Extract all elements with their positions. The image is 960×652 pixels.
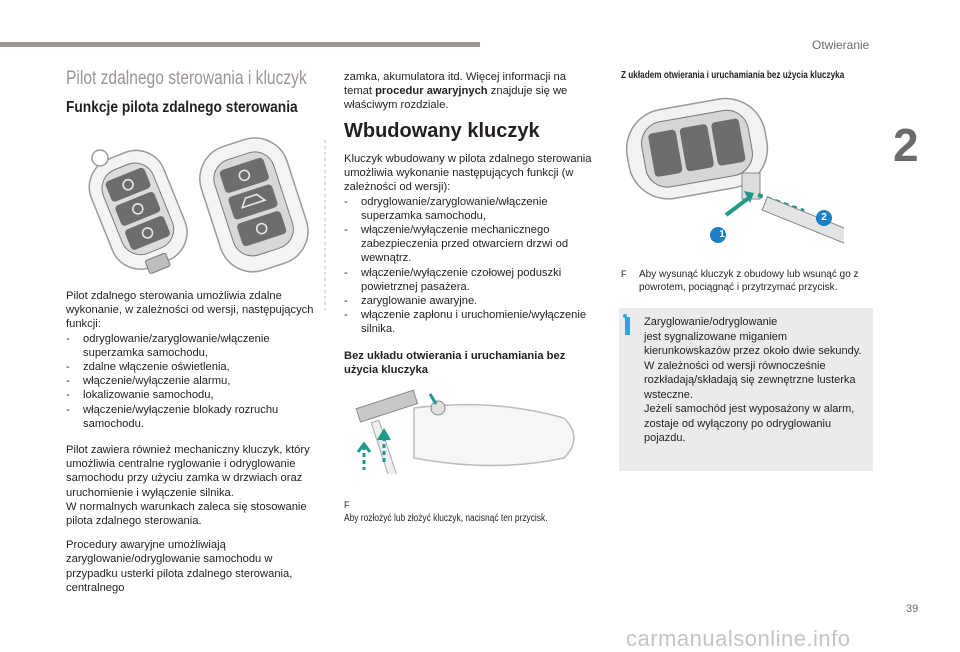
list-item: - zaryglowanie awaryjne. [344, 295, 478, 308]
smart-key-illustration [620, 95, 844, 255]
col1-paragraph-3: Procedury awaryjne umożliwiają zaryglowanie/odryglowanie samochodu w przypadku usterki pilota zdalnego sterowania, centralnego [66, 539, 293, 594]
section-heading: Wbudowany kluczyk [344, 120, 540, 142]
list-item: - włączenie/wyłączenie alarmu, [66, 375, 231, 388]
column-divider [324, 140, 326, 310]
list-item: - włączenie/wyłączenie czołowej poduszki powietrznej pasażera. [344, 266, 562, 293]
page-number: 39 [906, 603, 919, 615]
col2-text [344, 152, 598, 377]
col2-intro: Kluczyk wbudowany w pilota zdalnego sterowania umożliwia wykonanie następujących funkcji (w zależności od wersji): [344, 153, 592, 194]
info-icon [625, 317, 630, 335]
watermark: carmanualsonline.info [626, 626, 851, 651]
main-heading: Pilot zdalnego sterowania i kluczyk [66, 68, 307, 89]
col1-text [66, 289, 320, 595]
list-item: - włączenie/wyłączenie blokady rozruchu samochodu. [66, 403, 279, 430]
list-item: - odryglowanie/zaryglowanie/włączenie superzamka samochodu, [344, 195, 548, 222]
list-item: - włączenie zapłonu i uruchomienie/wyłączenie silnika. [344, 309, 587, 336]
folding-key-illustration [354, 388, 594, 474]
emergency-procedures-link-text: procedur awaryjnych [375, 85, 488, 98]
col2-caption: FAby rozłożyć lub złożyć kluczyk, nacisnąć ten przycisk. [344, 500, 548, 524]
chapter-number: 2 [893, 119, 919, 171]
info-text: Zaryglowanie/odryglowanie jest sygnalizowane miganiem kierunkowskazów przez około dwie sekundy. W zależności od wersji równocześnie rozkładają/składają się zewnętrzne lusterka wsteczne. Jeżeli samochód jest wyposażony w alarm, zostaje od wyłączony po odryglowaniu pojazdu. [644, 316, 862, 444]
remote-keys-illustration [78, 132, 318, 280]
info-box [619, 308, 873, 471]
col3-subheading: Z układem otwierania i uruchamiania bez użycia kluczyka [621, 70, 845, 81]
col1-paragraph-2: Pilot zawiera również mechaniczny kluczyk, który umożliwia centralne ryglowanie i odryglowanie samochodu przy użyciu zamka w drzwiach oraz uruchomienie i wyłączenie silnika. W normalnych warunkach zaleca się stosowanie pilota zdalnego sterowania. [66, 444, 310, 528]
col1-intro: Pilot zdalnego sterowania umożliwia zdalne wykonanie, w zależności od wersji, następujących funkcji: [66, 290, 314, 331]
caption-arrow-icon: F [344, 500, 350, 510]
list-item: - zdalne włączenie oświetlenia, [66, 361, 230, 374]
caption-arrow-icon: F [621, 269, 627, 279]
list-item: - włączenie/wyłączenie mechanicznego zabezpieczenia przed otwarciem drzwi od wewnątrz. [344, 224, 569, 265]
sub-heading: Funkcje pilota zdalnego sterowania [66, 99, 298, 116]
col2-subheading: Bez układu otwierania i uruchamiania bez użycia kluczyka [344, 349, 566, 376]
col3-caption: F Aby wysunąć kluczyk z obudowy lub wsunąć go z powrotem, pociągnąć i przytrzymać przycisk. [621, 269, 859, 293]
callout-1: 1 [719, 229, 725, 240]
col2-continuation: zamka, akumulatora itd. Więcej informacji na temat procedur awaryjnych znajduje się we właściwym rozdziale. [344, 71, 568, 112]
list-item: - odryglowanie/zaryglowanie/włączenie superzamka samochodu, [66, 332, 270, 359]
header-rule [0, 42, 480, 47]
list-item: - lokalizowanie samochodu, [66, 389, 214, 402]
callout-2: 2 [821, 212, 827, 223]
section-title: Otwieranie [812, 38, 870, 52]
